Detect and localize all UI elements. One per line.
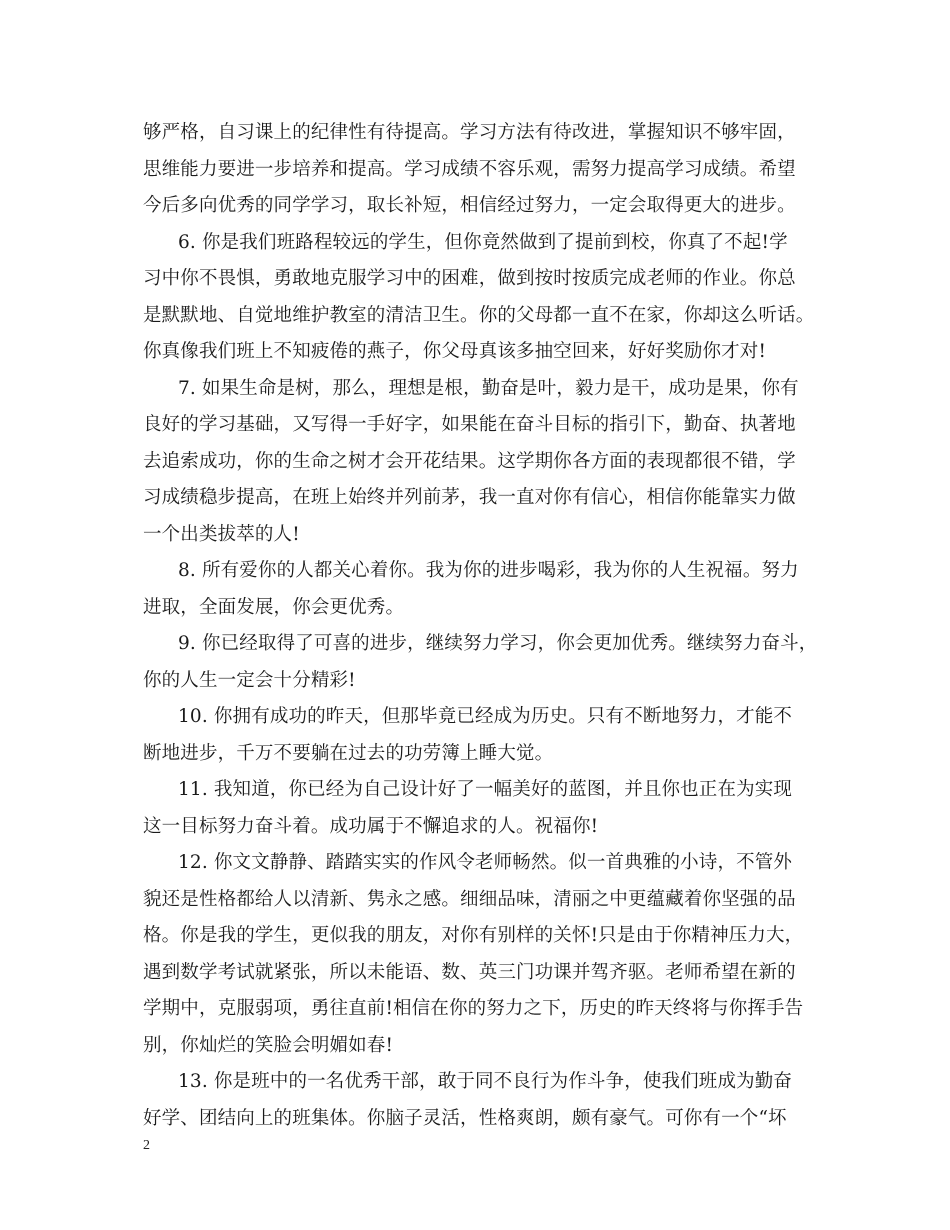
text-line: 是默默地、自觉地维护教室的清洁卫生。你的父母都一直不在家，你却这么听话。 bbox=[143, 304, 815, 326]
text-line: 12. 你文文静静、踏踏实实的作风令老师畅然。似一首典雅的小诗，不管外 bbox=[178, 852, 793, 873]
text-line: 好学、团结向上的班集体。你脑子灵活，性格爽朗，颇有豪气。可你有一个“坏 bbox=[143, 1107, 787, 1129]
text-line: 13. 你是班中的一名优秀干部，敢于同不良行为作斗争，使我们班成为勤奋 bbox=[178, 1071, 793, 1092]
text-line: 断地进步，千万不要躺在过去的功劳簿上睡大觉。 bbox=[143, 742, 554, 764]
text-line: 10. 你拥有成功的昨天，但那毕竟已经成为历史。只有不断地努力，才能不 bbox=[178, 706, 793, 727]
text-line: 6. 你是我们班路程较远的学生，但你竟然做到了提前到校，你真了不起!学 bbox=[178, 231, 788, 253]
paragraph bbox=[143, 1064, 809, 1137]
text-line: 你的人生一定会十分精彩! bbox=[143, 669, 356, 691]
text-line: 够严格，自习课上的纪律性有待提高。学习方法有待改进，掌握知识不够牢固， bbox=[143, 122, 796, 143]
paragraph bbox=[143, 772, 809, 845]
text-line: 貌还是性格都给人以清新、隽永之感。细细品味，清丽之中更蕴藏着你坚强的品 bbox=[143, 888, 796, 910]
text-line: 思维能力要进一步培养和提高。学习成绩不容乐观，需努力提高学习成绩。希望 bbox=[143, 158, 796, 180]
text-line: 别，你灿烂的笑脸会明媚如春! bbox=[143, 1034, 394, 1056]
paragraph bbox=[143, 115, 809, 225]
paragraph bbox=[143, 626, 818, 699]
text-line: 一个出类拔萃的人! bbox=[143, 523, 300, 545]
text-line: 8. 所有爱你的人都关心着你。我为你的进步喝彩，我为你的人生祝福。努力 bbox=[178, 560, 799, 581]
paragraph bbox=[143, 553, 809, 626]
text-line: 良好的学习基础，又写得一手好字，如果能在奋斗目标的指引下，勤奋、执著地 bbox=[143, 414, 796, 435]
page-number: 2 bbox=[143, 1138, 150, 1153]
text-line: 去追索成功，你的生命之树才会开花结果。这学期你各方面的表现都很不错，学 bbox=[143, 450, 796, 472]
text-line: 习成绩稳步提高，在班上始终并列前茅，我一直对你有信心，相信你能靠实力做 bbox=[143, 487, 796, 508]
document-body bbox=[143, 115, 818, 1137]
paragraph bbox=[143, 845, 809, 1064]
text-line: 你真像我们班上不知疲倦的燕子，你父母真该多抽空回来，好好奖励你才对! bbox=[143, 341, 767, 362]
text-line: 学期中，克服弱项，勇往直前!相信在你的努力之下，历史的昨天终将与你挥手告 bbox=[143, 998, 804, 1019]
text-line: 习中你不畏惧，勇敢地克服学习中的困难，做到按时按质完成老师的作业。你总 bbox=[143, 268, 796, 289]
text-line: 11. 我知道，你已经为自己设计好了一幅美好的蓝图，并且你也正在为实现 bbox=[178, 779, 793, 800]
text-line: 9. 你已经取得了可喜的进步，继续努力学习，你会更加优秀。继续努力奋斗， bbox=[178, 633, 818, 654]
text-line: 格。你是我的学生，更似我的朋友，对你有别样的关怀!只是由于你精神压力大， bbox=[143, 925, 804, 946]
text-line: 7. 如果生命是树，那么，理想是根，勤奋是叶，毅力是干，成功是果，你有 bbox=[178, 377, 799, 399]
paragraph bbox=[143, 699, 809, 772]
text-line: 遇到数学考试就紧张，所以未能语、数、英三门功课并驾齐驱。老师希望在新的 bbox=[143, 961, 796, 983]
text-line: 今后多向优秀的同学学习，取长补短，相信经过努力，一定会取得更大的进步。 bbox=[143, 195, 796, 216]
paragraph bbox=[143, 371, 809, 554]
text-line: 这一目标努力奋斗着。成功属于不懈追求的人。祝福你! bbox=[143, 815, 599, 837]
text-line: 进取，全面发展，你会更优秀。 bbox=[143, 596, 405, 618]
paragraph bbox=[143, 225, 815, 371]
